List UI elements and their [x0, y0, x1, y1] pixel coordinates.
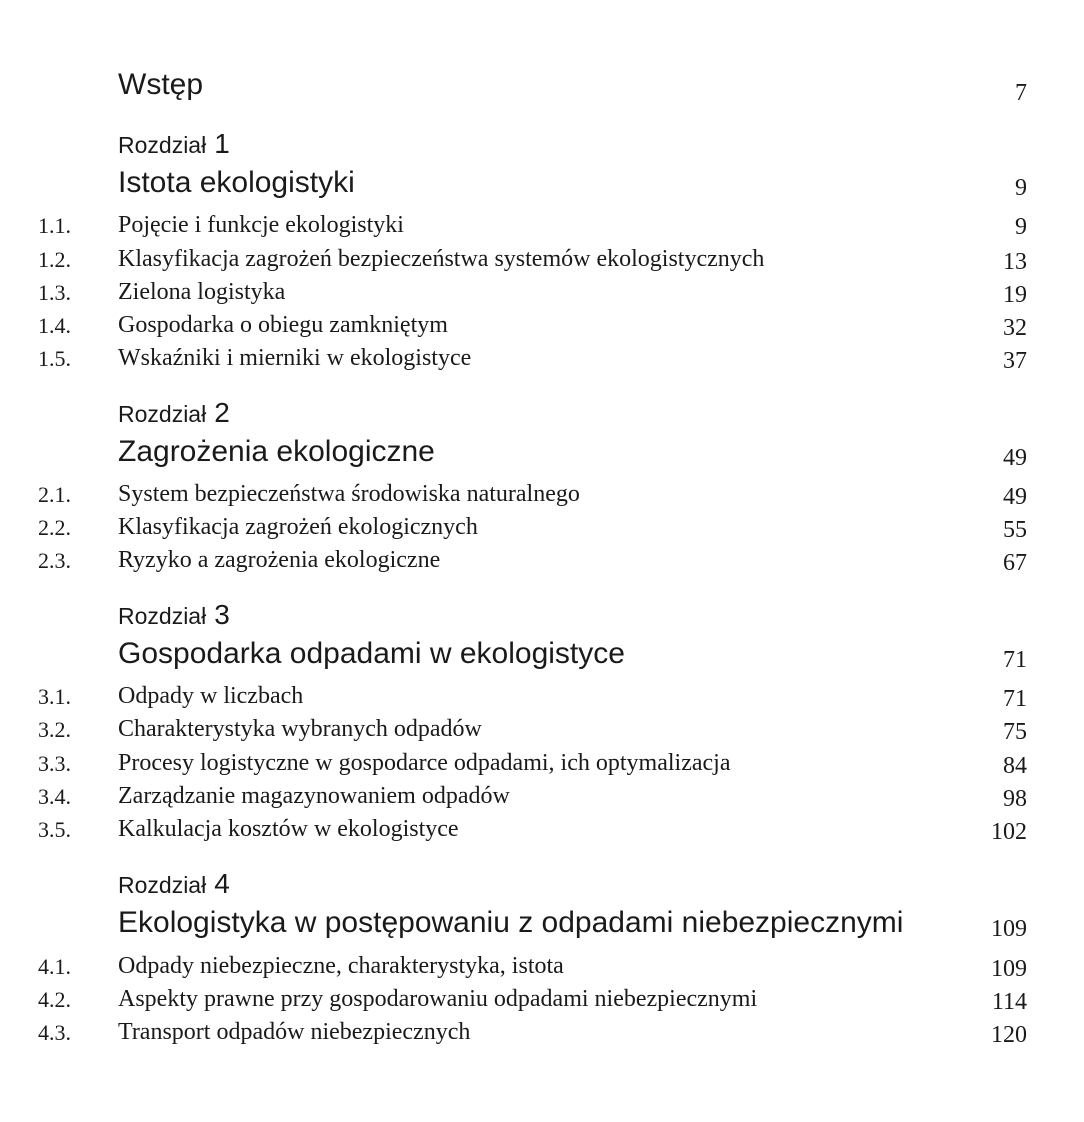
section-number: 4.1.	[38, 954, 71, 979]
section-number: 3.5.	[38, 817, 71, 842]
section-title: Klasyfikacja zagrożeń bezpieczeństwa systemów ekologistycznych	[118, 246, 765, 272]
intro-page: 7	[1015, 80, 1027, 106]
section-page: 49	[1003, 484, 1027, 510]
chapter-title: Gospodarka odpadami w ekologistyce	[118, 637, 625, 670]
section-page: 102	[991, 819, 1027, 845]
section-number: 2.3.	[38, 548, 71, 573]
section-number: 1.3.	[38, 280, 71, 305]
section-page: 67	[1003, 550, 1027, 576]
section-number: 3.2.	[38, 717, 71, 742]
section-title: Kalkulacja kosztów w ekologistyce	[118, 816, 459, 842]
chapter-label: Rozdział 1	[118, 128, 230, 159]
section-title: Transport odpadów niebezpiecznych	[118, 1019, 471, 1045]
section-number: 2.2.	[38, 515, 71, 540]
section-title: Odpady niebezpieczne, charakterystyka, istota	[118, 953, 564, 979]
section-number: 3.1.	[38, 684, 71, 709]
chapter-label: Rozdział 4	[118, 868, 230, 899]
chapter-page: 71	[1003, 647, 1027, 673]
section-number: 4.3.	[38, 1020, 71, 1045]
section-page: 75	[1003, 719, 1027, 745]
section-number: 1.1.	[38, 213, 71, 238]
chapter-page: 109	[991, 916, 1027, 942]
section-title: Ryzyko a zagrożenia ekologiczne	[118, 547, 441, 573]
section-page: 120	[991, 1022, 1027, 1048]
chapter-title: Ekologistyka w postępowaniu z odpadami niebezpiecznymi	[118, 906, 904, 939]
section-page: 84	[1003, 753, 1027, 779]
section-page: 13	[1003, 249, 1027, 275]
section-title: Gospodarka o obiegu zamkniętym	[118, 312, 448, 338]
chapter-title: Istota ekologistyki	[118, 166, 355, 199]
section-number: 1.5.	[38, 346, 71, 371]
section-title: Wskaźniki i mierniki w ekologistyce	[118, 345, 472, 371]
section-title: Charakterystyka wybranych odpadów	[118, 716, 482, 742]
section-number: 1.2.	[38, 247, 71, 272]
chapter-title: Zagrożenia ekologiczne	[118, 435, 435, 468]
section-number: 2.1.	[38, 482, 71, 507]
section-page: 55	[1003, 517, 1027, 543]
section-page: 109	[991, 956, 1027, 982]
section-title: Klasyfikacja zagrożeń ekologicznych	[118, 514, 478, 540]
chapter-page: 9	[1015, 175, 1027, 201]
section-title: Zielona logistyka	[118, 279, 286, 305]
section-number: 4.2.	[38, 987, 71, 1012]
section-page: 98	[1003, 786, 1027, 812]
section-title: Aspekty prawne przy gospodarowaniu odpadami niebezpiecznymi	[118, 986, 758, 1012]
section-page: 9	[1015, 214, 1027, 240]
section-number: 3.3.	[38, 751, 71, 776]
section-title: Pojęcie i funkcje ekologistyki	[118, 212, 404, 238]
section-title: Zarządzanie magazynowaniem odpadów	[118, 783, 510, 809]
section-title: Procesy logistyczne w gospodarce odpadami, ich optymalizacja	[118, 750, 731, 776]
intro-title: Wstęp	[118, 68, 204, 101]
chapter-label: Rozdział 3	[118, 599, 230, 630]
section-number: 1.4.	[38, 313, 71, 338]
section-page: 32	[1003, 315, 1027, 341]
section-page: 71	[1003, 686, 1027, 712]
section-title: System bezpieczeństwa środowiska naturalnego	[118, 481, 580, 507]
section-page: 19	[1003, 282, 1027, 308]
section-page: 37	[1003, 348, 1027, 374]
chapter-label: Rozdział 2	[118, 397, 230, 428]
section-title: Odpady w liczbach	[118, 683, 304, 709]
section-number: 3.4.	[38, 784, 71, 809]
chapter-page: 49	[1003, 445, 1027, 471]
section-page: 114	[991, 989, 1027, 1015]
